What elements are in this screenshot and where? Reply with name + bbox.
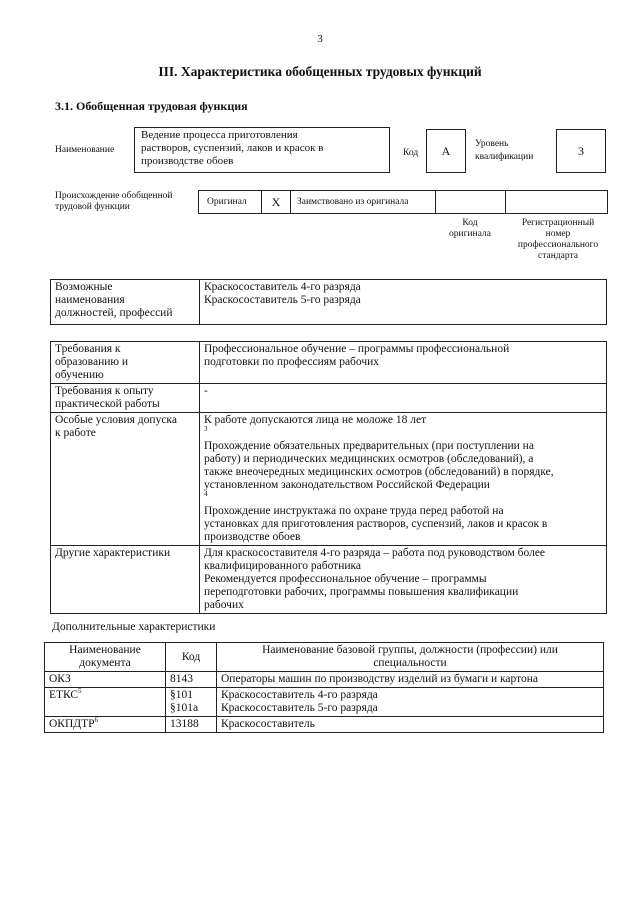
code-caption [434, 218, 506, 240]
requirement-value-line [204, 414, 602, 440]
requirement-value-line: Для краскосоставителя 4-го разряда – работа под руководством более [204, 547, 546, 559]
code-caption-line: оригинала [449, 229, 491, 239]
requirement-label-line: обучению [55, 369, 104, 381]
requirement-value-line: установках для приготовления растворов, суспензий, лаков и красок в [204, 518, 548, 530]
requirement-label-line: практической работы [55, 398, 160, 410]
header-document-line: Наименование [69, 644, 141, 656]
requirement-label-line: Требования к опыту [55, 385, 154, 397]
header-document-line: документа [79, 657, 131, 669]
reg-caption [508, 218, 608, 262]
reg-caption-line: профессионального [517, 240, 599, 250]
header-name [217, 643, 604, 672]
divider [435, 191, 436, 213]
code-cell: 13188 [166, 717, 217, 733]
positions-label [51, 280, 200, 325]
positions-label-line: Возможные [55, 281, 113, 293]
requirement-label-line: Требования к [55, 343, 121, 355]
reg-caption-line: стандарта [538, 251, 578, 261]
requirement-value-line: подготовки по профессиям рабочих [204, 356, 380, 368]
divider [505, 191, 506, 213]
doc-cell [45, 688, 166, 717]
level-value-box [556, 129, 606, 173]
header-name-line: специальности [373, 657, 447, 669]
name-cell [217, 688, 604, 717]
origin-table [198, 190, 608, 214]
requirement-value-line: Прохождение обязательных предварительных (при поступлении на [204, 440, 534, 452]
origin-label-2: трудовой функции [55, 202, 130, 212]
header-code: Код [166, 643, 217, 672]
requirements-table [50, 341, 607, 614]
requirement-label-line: Особые условия допуска [55, 414, 177, 426]
doc-cell: ОКЗ [45, 672, 166, 688]
code-label: Код [403, 148, 419, 158]
requirement-value-experience [200, 384, 607, 413]
positions-label-line: должностей, профессий [55, 307, 173, 319]
reg-caption-line: Регистрационный [521, 218, 595, 228]
code-value-box [426, 129, 466, 173]
requirement-value-text: К работе допускаются лица не моложе 18 лет [204, 414, 427, 426]
additional-title: Дополнительные характеристики [52, 621, 216, 633]
name-cell: Краскосоставитель [217, 717, 604, 733]
requirement-value-text: установленном законодательством Российской Федерации [204, 479, 490, 491]
position-item: Краскосоставитель 5-го разряда [204, 294, 361, 306]
original-label: Оригинал [207, 197, 247, 207]
code-cell [166, 688, 217, 717]
requirement-value-line: работу) и периодических медицинских осмотров (обследований), а [204, 453, 534, 465]
position-item: Краскосоставитель 4-го разряда [204, 281, 361, 293]
name-cell: Операторы машин по производству изделий из бумаги и картона [217, 672, 604, 688]
requirement-value-line: квалифицированного работника [204, 560, 362, 572]
header-document [45, 643, 166, 672]
function-name-line: Ведение процесса приготовления [141, 129, 298, 141]
doc-text: ОКПДТР [49, 718, 95, 730]
function-name-box [134, 127, 390, 173]
name-label: Наименование [55, 145, 115, 155]
function-name-line: растворов, суспензий, лаков и красок в [141, 142, 324, 154]
code-line: §101а [170, 702, 199, 714]
requirement-value-other [200, 546, 607, 614]
name-line: Краскосоставитель 5-го разряда [221, 702, 378, 714]
level-label-2: квалификации [475, 152, 534, 162]
requirement-value-line [204, 479, 602, 505]
footnote-ref: 6 [94, 716, 99, 725]
positions-table [50, 279, 607, 325]
code-value: A [441, 143, 451, 158]
requirement-value-education [200, 342, 607, 384]
reg-caption-line: номер [545, 229, 571, 239]
level-label-1: Уровень [475, 139, 509, 149]
requirement-value-line: Рекомендуется профессиональное обучение – программы [204, 573, 487, 585]
name-line: Краскосоставитель 4-го разряда [221, 689, 378, 701]
origin-label-1: Происхождение обобщенной [55, 191, 173, 201]
requirement-value-line: - [204, 385, 208, 397]
requirement-value-admission [200, 413, 607, 546]
doc-text: ЕТКС [49, 689, 79, 701]
code-caption-line: Код [462, 218, 478, 228]
requirement-label-other [51, 546, 200, 614]
requirement-value-line: производстве обоев [204, 531, 301, 543]
requirement-label-admission [51, 413, 200, 546]
positions-values [200, 280, 607, 325]
requirement-label-line: к работе [55, 427, 96, 439]
code-cell: 8143 [166, 672, 217, 688]
requirement-label-line: образованию и [55, 356, 128, 368]
additional-table [44, 642, 604, 733]
header-name-line: Наименование базовой группы, должности (профессии) или [262, 644, 558, 656]
borrowed-label: Заимствовано из оригинала [297, 197, 409, 207]
table-row [45, 688, 604, 717]
original-mark: X [261, 191, 291, 213]
function-name-line: производстве обоев [141, 155, 234, 167]
requirement-label-line: Другие характеристики [55, 547, 171, 559]
footnote-ref: 5 [78, 687, 82, 696]
table-row [45, 672, 604, 688]
sub-title: 3.1. Обобщенная трудовая функция [55, 99, 248, 113]
requirement-value-line: рабочих [204, 599, 244, 611]
level-value: 3 [578, 143, 584, 158]
requirement-value-line: также внеочередных медицинских осмотров (обследований) в порядке, [204, 466, 554, 478]
page-number: 3 [317, 33, 323, 45]
requirement-label-experience [51, 384, 200, 413]
requirement-value-line: переподготовки рабочих, программы повышения квалификации [204, 586, 519, 598]
doc-cell [45, 717, 166, 733]
requirement-value-line: Профессиональное обучение – программы профессиональной [204, 343, 510, 355]
table-row [45, 717, 604, 733]
positions-label-line: наименования [55, 294, 125, 306]
footnote-ref: 3 [204, 425, 208, 434]
requirement-label-education [51, 342, 200, 384]
footnote-ref: 4 [204, 490, 208, 499]
code-line: §101 [170, 689, 193, 701]
section-title: III. Характеристика обобщенных трудовых функций [158, 64, 482, 79]
requirement-value-line: Прохождение инструктажа по охране труда перед работой на [204, 505, 504, 517]
